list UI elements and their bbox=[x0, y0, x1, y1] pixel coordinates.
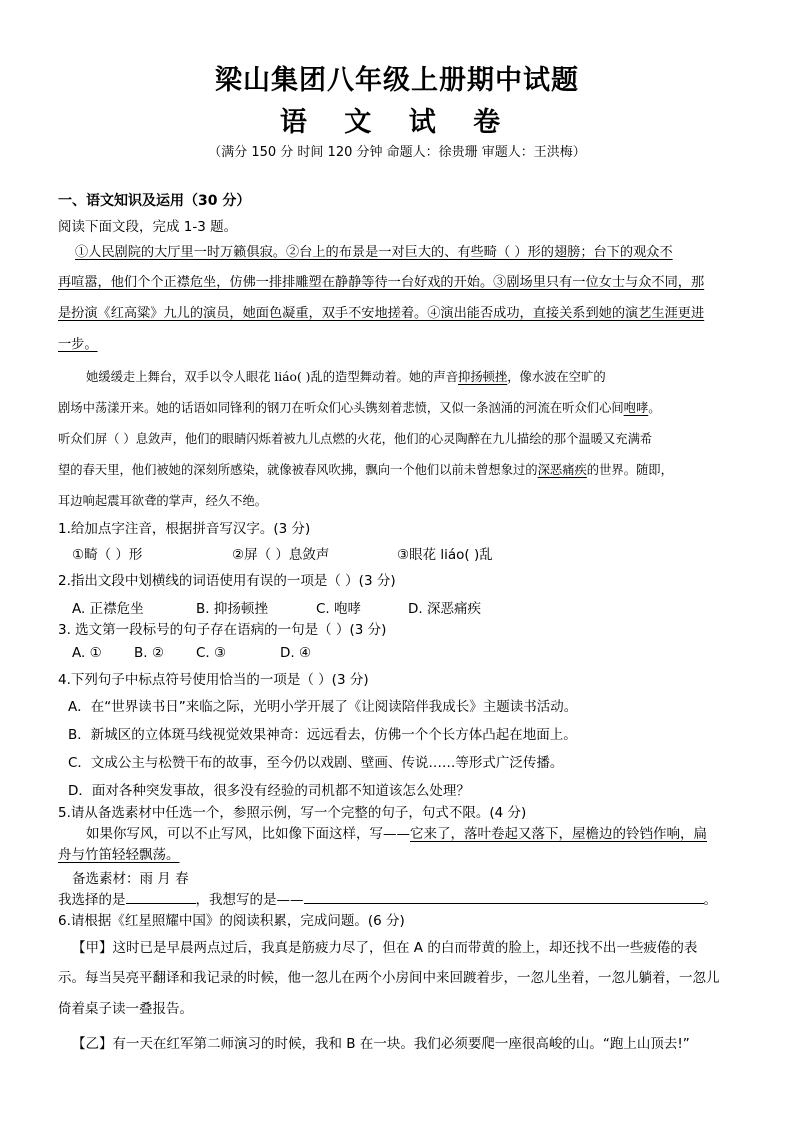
q5-example: 如果你写风，可以不止写风，比如像下面这样，写——它来了，落叶卷起又落下，屋檐边的铃铛作响，扁 bbox=[86, 826, 707, 842]
question-1: 1.给加点字注音，根据拼音写汉字。(3 分) bbox=[58, 521, 311, 537]
passage-line: ①人民剧院的大厅里一时万籁俱寂。②台上的布景是一对巨大的、有些畸（ ）形的翅膀；台下的观众不 bbox=[75, 245, 673, 260]
q3-option: D. ④ bbox=[280, 645, 312, 661]
q4-option: D．面对各种突发事故，很多没有经验的司机都不知道该怎么处理？ bbox=[68, 783, 470, 799]
q5-example: 舟与竹笛轻轻飘荡。 bbox=[58, 847, 180, 863]
question-3: 3. 选文第一段标号的句子存在语病的一句是（ ）(3 分) bbox=[58, 622, 387, 638]
q2-option: B. 抑扬顿挫 bbox=[196, 601, 268, 617]
passage-line: 听众们屏（ ）息敛声，他们的眼睛闪烁着被九儿点燃的火花，他们的心灵陶醉在九儿描绘的那个温暖又充满希 bbox=[58, 432, 653, 446]
reading-intro: 阅读下面文段，完成 1-3 题。 bbox=[58, 219, 238, 235]
q2-option: C. 咆哮 bbox=[316, 601, 362, 617]
q6-passage-yi: 【乙】有一天在红军第二师演习的时候，我和 B 在一块。我们必须要爬一座很高峻的山。“跑上山顶去!” bbox=[72, 1036, 690, 1052]
q4-option: A．在“世界读书日”来临之际，光明小学开展了《让阅读陪伴我成长》主题读书活动。 bbox=[68, 699, 578, 715]
answer-blank[interactable] bbox=[126, 891, 196, 904]
q6-passage-jia: 示。每当吴亮平翻译和我记录的时候，他一忽儿在两个小房间中来回踱着步，一忽儿坐着，一忽儿躺着，一忽儿 bbox=[58, 970, 720, 986]
passage-line: 她缓缓走上舞台，双手以令人眼花 liáo( )乱的造型舞动着。她的声音抑扬顿挫，像水波在空旷的 bbox=[86, 370, 606, 384]
passage-line: 耳边响起震耳欲聋的掌声，经久不绝。 bbox=[58, 494, 268, 508]
exam-subtitle: 语 文 试 卷 bbox=[279, 107, 515, 138]
passage-line: 一步。 bbox=[58, 337, 98, 352]
q2-option: D. 深恶痛疾 bbox=[408, 601, 481, 617]
q2-option: A. 正襟危坐 bbox=[72, 601, 144, 617]
question-6: 6.请根据《红星照耀中国》的阅读积累，完成问题。(6 分) bbox=[58, 913, 405, 929]
q3-option: A. ① bbox=[72, 645, 102, 661]
q4-option: B．新城区的立体斑马线视觉效果神奇：远远看去，仿佛一个个长方体凸起在地面上。 bbox=[68, 727, 577, 743]
question-5: 5.请从备选素材中任选一个，参照示例，写一个完整的句子，句式不限。(4 分) bbox=[58, 805, 527, 821]
exam-title: 梁山集团八年级上册期中试题 bbox=[215, 65, 579, 96]
underlined-example: 它来了，落叶卷起又落下，屋檐边的铃铛作响，扁 bbox=[410, 826, 707, 842]
question-4: 4.下列句子中标点符号使用恰当的一项是（ ）(3 分) bbox=[58, 672, 369, 688]
q6-passage-jia: 【甲】这时已是早晨两点过后，我真是筋疲力尽了，但在 A 的白而带黄的脸上，却还找不出一些疲倦的表 bbox=[72, 940, 698, 956]
q3-option: B. ② bbox=[134, 645, 164, 661]
question-2: 2.指出文段中划横线的词语使用有误的一项是（ ）(3 分) bbox=[58, 573, 396, 589]
q1-option: ②屏（ ）息敛声 bbox=[232, 547, 330, 563]
underlined-word: 深恶痛疾 bbox=[537, 463, 587, 477]
q6-passage-jia: 倚着桌子读一叠报告。 bbox=[58, 1001, 193, 1017]
passage-line: 是扮演《红高粱》九儿的演员，她面色凝重，双手不安地搓着。④演出能否成功，直接关系到她的演艺生涯更进 bbox=[58, 306, 705, 321]
q5-answer-line: 我选择的是 ，我想写的是—— 。 bbox=[58, 892, 717, 908]
q4-option: C．文成公主与松赞干布的故事，至今仍以戏剧、壁画、传说……等形式广泛传播。 bbox=[68, 755, 564, 771]
q5-materials: 备选素材：雨 月 春 bbox=[72, 871, 189, 887]
q3-option: C. ③ bbox=[196, 645, 227, 661]
q1-option: ③眼花 liáo( )乱 bbox=[397, 547, 493, 563]
q1-option: ①畸（ ）形 bbox=[72, 547, 143, 563]
underlined-word: 咆哮 bbox=[623, 401, 649, 415]
underlined-word: 抑扬顿挫 bbox=[458, 370, 508, 384]
passage-line: 望的春天里，他们被她的深刻所感染，就像被春风吹拂，飘向一个他们以前未曾想象过的深恶痛疾的世界。随即， bbox=[58, 463, 673, 477]
passage-line: 剧场中荡漾开来。她的话语如同锋利的钢刀在听众们心头镌刻着悲愤，又似一条汹涌的河流在听众们心间咆哮。 bbox=[58, 401, 661, 415]
passage-line: 再喧嚣，他们个个正襟危坐，仿佛一排排雕塑在静静等待一台好戏的开始。③剧场里只有一位女士与众不同，那 bbox=[58, 275, 705, 290]
answer-blank[interactable] bbox=[304, 891, 704, 904]
exam-info: （满分 150 分 时间 120 分钟 命题人：徐贵珊 审题人：王洪梅） bbox=[208, 145, 586, 160]
section-heading: 一、语文知识及运用（30 分） bbox=[58, 193, 251, 209]
